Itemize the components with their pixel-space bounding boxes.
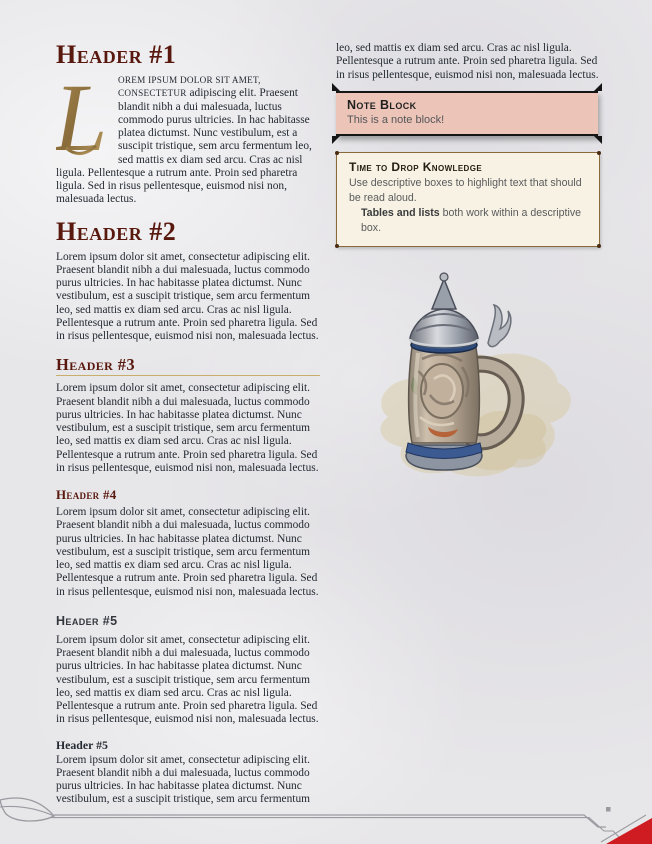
note-block <box>336 91 598 136</box>
footer-leaf-icon <box>0 798 54 821</box>
paragraph-continued: leo, sed mattis ex diam sed arcu. Cras ac nisl ligula. Pellentesque a rutrum ante. Proin sed pharetra ligula. Sed in risus pellentesque, euismod nisi non, malesuada lectus. <box>336 42 599 81</box>
lead-small-caps: OREM IPSUM DOLOR SIT AMET, CONSECTETUR <box>118 75 261 99</box>
descriptive-box-line2-rest: both work within a descriptive box. <box>361 206 582 234</box>
descriptive-box-bold: Tables and lists <box>361 206 440 219</box>
paragraph-dropcap <box>56 74 320 207</box>
descriptive-box-title: Time to Drop Knowledge <box>349 159 483 174</box>
footer-flourish <box>0 792 652 844</box>
footer-square-icon <box>606 807 611 812</box>
paragraph: Lorem ipsum dolor sit amet, consectetur adipiscing elit. Praesent blandit nibh a dui malesuada, luctus commodo purus ultricies. In hac habitasse platea dictumst. Nunc vestibulum, est a suscipit tristique, sem arcu fermentum leo, sed mattis ex diam sed arcu. Cras ac nisl ligula. Pellentesque a rutrum ante. Proin sed pharetra ligula. Sed in risus pellentesque, euismod nisi non, malesuada lectus. <box>56 250 319 342</box>
corner-dot-icon <box>597 151 601 155</box>
corner-dot-icon <box>335 151 339 155</box>
note-corner-icon <box>594 83 602 91</box>
paragraph-truncated: Lorem ipsum dolor sit amet, consectetur adipiscing elit. Praesent blandit nibh a dui malesuada, luctus commodo purus ultricies. In hac habitasse platea dictumst. Nunc vestibulum, est a suscipit tristique, sem arcu fermentum <box>56 753 311 806</box>
drop-cap-letter: L <box>56 76 108 166</box>
note-corner-icon <box>332 136 340 144</box>
left-column <box>56 42 320 809</box>
stein-medallion <box>421 364 463 418</box>
corner-dot-icon <box>597 244 601 248</box>
paragraph-text: adipiscing elit. Praesent blandit nibh a dui malesuada, luctus commodo purus ultricies. In hac habitasse platea dictumst. Nunc vestibulum, est a suscipit tristique, sem arcu fermentum leo, sed mattis ex diam sed arcu. Cras ac nisl ligula. Pellentesque a rutrum ante. Proin sed pharetra ligula. Sed in risus pellentesque, euismod nisi non, malesuada lectus. <box>56 87 312 206</box>
header-4: Header #4 <box>56 487 117 502</box>
right-column <box>336 42 600 809</box>
note-block-body: This is a note block! <box>347 113 445 126</box>
note-corner-icon <box>594 136 602 144</box>
footer-rule-upper <box>54 815 606 827</box>
drop-cap <box>56 76 112 166</box>
header-1: Header #1 <box>56 40 177 69</box>
header-5-caps: Header #5 <box>56 613 118 628</box>
note-corner-icon <box>332 83 340 91</box>
note-block-title: Note Block <box>347 97 417 112</box>
header-3: Header #3 <box>56 356 320 376</box>
descriptive-box-line1: Use descriptive boxes to highlight text that should be read aloud. <box>349 176 582 204</box>
drop-cap-svg <box>56 76 112 166</box>
stein-lid-cone <box>432 279 456 309</box>
header-2: Header #2 <box>56 216 177 246</box>
descriptive-box-body <box>349 176 587 236</box>
paragraph: Lorem ipsum dolor sit amet, consectetur adipiscing elit. Praesent blandit nibh a dui malesuada, luctus commodo purus ultricies. In hac habitasse platea dictumst. Nunc vestibulum, est a suscipit tristique, sem arcu fermentum leo, sed mattis ex diam sed arcu. Cras ac nisl ligula. Pellentesque a rutrum ante. Proin sed pharetra ligula. Sed in risus pellentesque, euismod nisi non, malesuada lectus. <box>56 506 319 598</box>
stein-thumblift <box>488 305 511 347</box>
stein-finial <box>440 273 448 281</box>
corner-dot-icon <box>335 244 339 248</box>
descriptive-box <box>336 152 600 247</box>
header-5-bold: Header #5 <box>56 737 108 752</box>
descriptive-box-line2 <box>361 206 587 236</box>
paragraph: Lorem ipsum dolor sit amet, consectetur adipiscing elit. Praesent blandit nibh a dui malesuada, luctus commodo purus ultricies. In hac habitasse platea dictumst. Nunc vestibulum, est a suscipit tristique, sem arcu fermentum leo, sed mattis ex diam sed arcu. Cras ac nisl ligula. Pellentesque a rutrum ante. Proin sed pharetra ligula. Sed in risus pellentesque, euismod nisi non, malesuada lectus. <box>56 382 319 474</box>
footer-rule-lower <box>50 818 624 842</box>
beer-stein-illustration <box>350 267 582 485</box>
paragraph: Lorem ipsum dolor sit amet, consectetur adipiscing elit. Praesent blandit nibh a dui malesuada, luctus commodo purus ultricies. In hac habitasse platea dictumst. Nunc vestibulum, est a suscipit tristique, sem arcu fermentum leo, sed mattis ex diam sed arcu. Cras ac nisl ligula. Pellentesque a rutrum ante. Proin sed pharetra ligula. Sed in risus pellentesque, euismod nisi non, malesuada lectus. <box>56 633 319 726</box>
